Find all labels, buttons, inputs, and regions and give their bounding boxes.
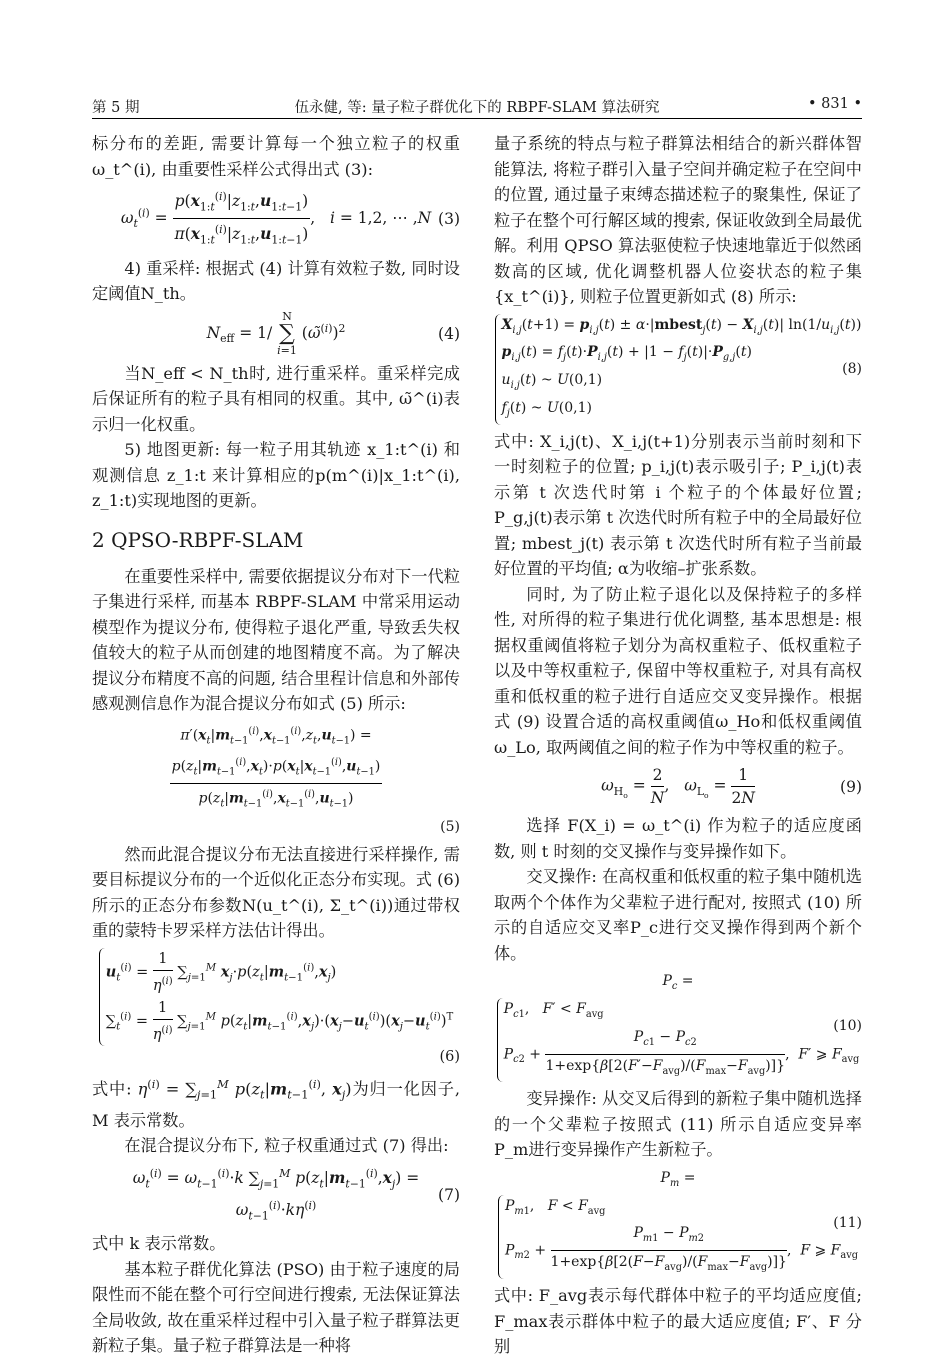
equation-number: (7): [438, 1185, 460, 1204]
paragraph: 在混合提议分布下, 粒子权重通过式 (7) 得出:: [124, 1136, 449, 1156]
equation-9: $\omega_{H_o}$ = $\frac{2}{N}$ , $\omega_{L_o}$ = $\frac{1}{2N}$ (9): [601, 766, 862, 808]
equation-number: (4): [438, 324, 460, 343]
paragraph: 基本粒子群优化算法 (PSO) 由于粒子速度的局限性而不能在整个可行空间进行搜索, 无法保证算法全局收敛, 故在重采样过程中引入量子粒子群算法更新粒子集。量子粒子群算法是一种将: [92, 1259, 460, 1356]
paragraph: 选择 F(X_i) = ω_t^(i) 作为粒子的适应度函数, 则 t 时刻的交叉操作与变异操作如下。: [494, 816, 862, 861]
section-heading: 2 QPSO-RBPF-SLAM: [92, 527, 304, 552]
paragraph: 交叉操作: 在高权重和低权重的粒子集中随机选取两个个体作为父辈粒子进行配对, 按照式 (10) 所示的自适应交叉率P_c进行交叉操作得到两个新个体。: [494, 867, 862, 963]
paragraph: 变异操作: 从交叉后得到的新粒子集中随机选择的一个父辈粒子按照式 (11) 所示自适应变异率P_m进行变异操作产生新粒子。: [494, 1089, 862, 1160]
equation-6: $u_t^{(i)}$ = $\frac{1}{\eta^{(i)}}$ $\sum_{j=1}^M$ $x_j\cdot p(z_t|m_{t-1}^{(i)},x_j)$ $\sum_t^{(i)}$ = $\frac{1}{\eta^{(i)}}$ $\sum_{j=1}^M$ $p(z_t|m_{t-1}^{(i)},x_j)\cdot(x_j-u_t^{(i)})(x_j-u_t^{(i)})^T$ (6): [92, 948, 460, 1068]
paragraph: 量子系统的特点与粒子群算法相结合的新兴群体智能算法, 将粒子群引入量子空间并确定粒子在空间中的位置, 通过量子束缚态描述粒子的聚集性, 保证了粒子在整个可行解区域的搜索, 保证收敛到全局最优解。利用 QPSO 算法驱使粒子快速地靠近于似然函数高的区域, 优化调整机器人位姿状态的粒子集{x_t^(i)}, 则粒子位置更新如式 (8) 所示:: [494, 134, 862, 306]
equation-8: $X_{i,j}(t+1) = p_{i,j}(t)$ ± α·|mbest$_j$(t) − $X_{i,j}(t)|$ $\ln(1/u_{i,j}(t))$ $p_{i,j}(t) = f_j(t)\cdot P_{i,j}(t) + |1 - f_j(t)|\cdot P_{g,j}(t)$ $u_{i,j}(t)$ ~ U(0,1) $f_j(t)$ ~ U(0,1) (8): [494, 314, 862, 425]
paragraph: 式中: $\eta^{(i)} = \sum_{j=1}^M$ $p(z_t|m_{t-1}^{(i)}$, $x_j$)为归一化因子, M 表示常数。: [92, 1076, 460, 1130]
paragraph: 4) 重采样: 根据式 (4) 计算有效粒子数, 同时设定阈值N_th。: [92, 258, 460, 303]
left-column: [92, 131, 460, 1359]
paragraph: 当N_eff < N_th时, 进行重采样。重采样完成后保证所有的粒子具有相同的权重。其中, ω̃^(i)表示归一化权重。: [92, 363, 460, 434]
paragraph: 5) 地图更新: 每一粒子用其轨迹 x_1:t^(i) 和观测信息 z_1:t 来计算相应的p(m^(i)|x_1:t^(i), z_1:t)实现地图的更新。: [92, 440, 460, 510]
paragraph: 标分布的差距, 需要计算每一个独立粒子的权重 ω_t^(i), 由重要性采样公式得出式 (3):: [92, 134, 460, 179]
right-column: [494, 131, 862, 1360]
paragraph: 式中 k 表示常数。: [92, 1234, 226, 1254]
equation-number: (9): [840, 777, 862, 796]
header-rule: [92, 118, 862, 119]
equation-10: $P_c$ = $P_{c1}$, $F' < F_{avg}$ $P_{c2}$ + $\frac{P_{c1} - P_{c2}}{1+\exp\{\beta[2(F'-F_{avg})/(F_{max}-F_{avg})]\}}$ , F′ ⩾ $F_{avg}$ (10): [494, 970, 862, 1082]
equation-7: $\omega_t^{(i)} = \omega_{t-1}^{(i)}\cdot k$ $\sum_{j=1}^M$ $p(z_t|m_{t-1}^{(i)},x_j) = \omega_{t-1}^{(i)}\cdot k\eta^{(i)}$ (7): [132, 1166, 460, 1223]
page-number: • 831 •: [808, 96, 862, 112]
equation-11: $P_m$ = $P_{m1}$, $F < F_{avg}$ $P_{m2}$ + $\frac{P_{m1} - P_{m2}}{1+\exp\{\beta[2(F-F_{avg})/(F_{max}-F_{avg})]\}}$ , F ⩾ $F_{avg}$ (11): [494, 1167, 862, 1279]
running-header: [92, 96, 862, 118]
equation-3: $\omega_t^{(i)}$ = $\frac{p(x_{1:t}^{(i)}|z_{1:t},u_{1:t-1})}{\pi(x_{1:t}^{(i)}|z_{1:t},u_{1:t-1})}$ , i = 1,2, ⋯ ,N (3): [92, 186, 460, 252]
equation-number: (11): [833, 1214, 862, 1231]
paragraph: 同时, 为了防止粒子退化以及保持粒子的多样性, 对所得的粒子集进行优化调整, 基本思想是: 根据权重阈值将粒子划分为高权重粒子、低权重粒子以及中等权重粒子, 保留中等权重粒子, 对具有高权重和低权重的粒子进行自适应交叉变异操作。根据式 (9) 设置合适的高权重阈值ω_Ho和低权重阈值ω_Lo, 取两阈值之间的粒子作为中等权重的粒子。: [494, 584, 862, 757]
issue-number: 第 5 期: [92, 100, 140, 116]
equation-number: (5): [440, 818, 460, 835]
equation-number: (6): [439, 1048, 460, 1065]
equation-4: $N_{eff} = 1/$ N ∑ i=1 (ω̃$^{(i)}$)$^2$ (4): [206, 309, 460, 357]
running-title: 伍永健, 等: 量子粒子群优化下的 RBPF-SLAM 算法研究: [294, 100, 660, 116]
paragraph: 式中: X_i,j(t)、X_i,j(t+1)分别表示当前时刻和下一时刻粒子的位置; p_i,j(t)表示吸引子; P_i,j(t)表示第 t 次迭代时第 i 个粒子的个体最好位置; P_g,j(t)表示第 t 次迭代时所有粒子中的全局最好位置; mbest_j(t) 表示第 t 次迭代时所有粒子当前最好位置的平均值; α为收缩–扩张系数。: [494, 431, 862, 579]
equation-number: (10): [833, 1018, 862, 1035]
paragraph: 在重要性采样中, 需要依据提议分布对下一代粒子集进行采样, 而基本 RBPF-SLAM 中常采用运动模型作为提议分布, 使得粒子退化严重, 导致丢失权值较大的粒子从而创建的地图精度不高。为了解决提议分布精度不高的问题, 结合里程计信息和外部传感观测信息作为混合提议分布如式 (5) 所示:: [92, 566, 460, 713]
equation-5: $\pi'(x_t|m_{t-1}^{(i)},x_{t-1}^{(i)},z_t,u_{t-1})$ = $\frac{p(z_t|m_{t-1}^{(i)},x_t)\cdot p(x_t|x_{t-1}^{(i)},u_{t-1})}{p(z_t|m_{t-1}^{(i)},x_{t-1}^{(i)},u_{t-1})}$ (5): [92, 721, 460, 838]
paragraph: 然而此混合提议分布无法直接进行采样操作, 需要目标提议分布的一个近似化正态分布实现。式 (6) 所示的正态分布参数N(u_t^(i), Σ_t^(i))通过带权重的蒙特卡罗采样方法估计得出。: [92, 844, 461, 941]
paragraph: 式中: F_avg表示每代群体中粒子的平均适应度值; F_max表示群体中粒子的最大适应度值; F′、F 分别: [494, 1286, 862, 1357]
equation-number: (3): [438, 209, 460, 228]
equation-number: (8): [842, 361, 862, 378]
